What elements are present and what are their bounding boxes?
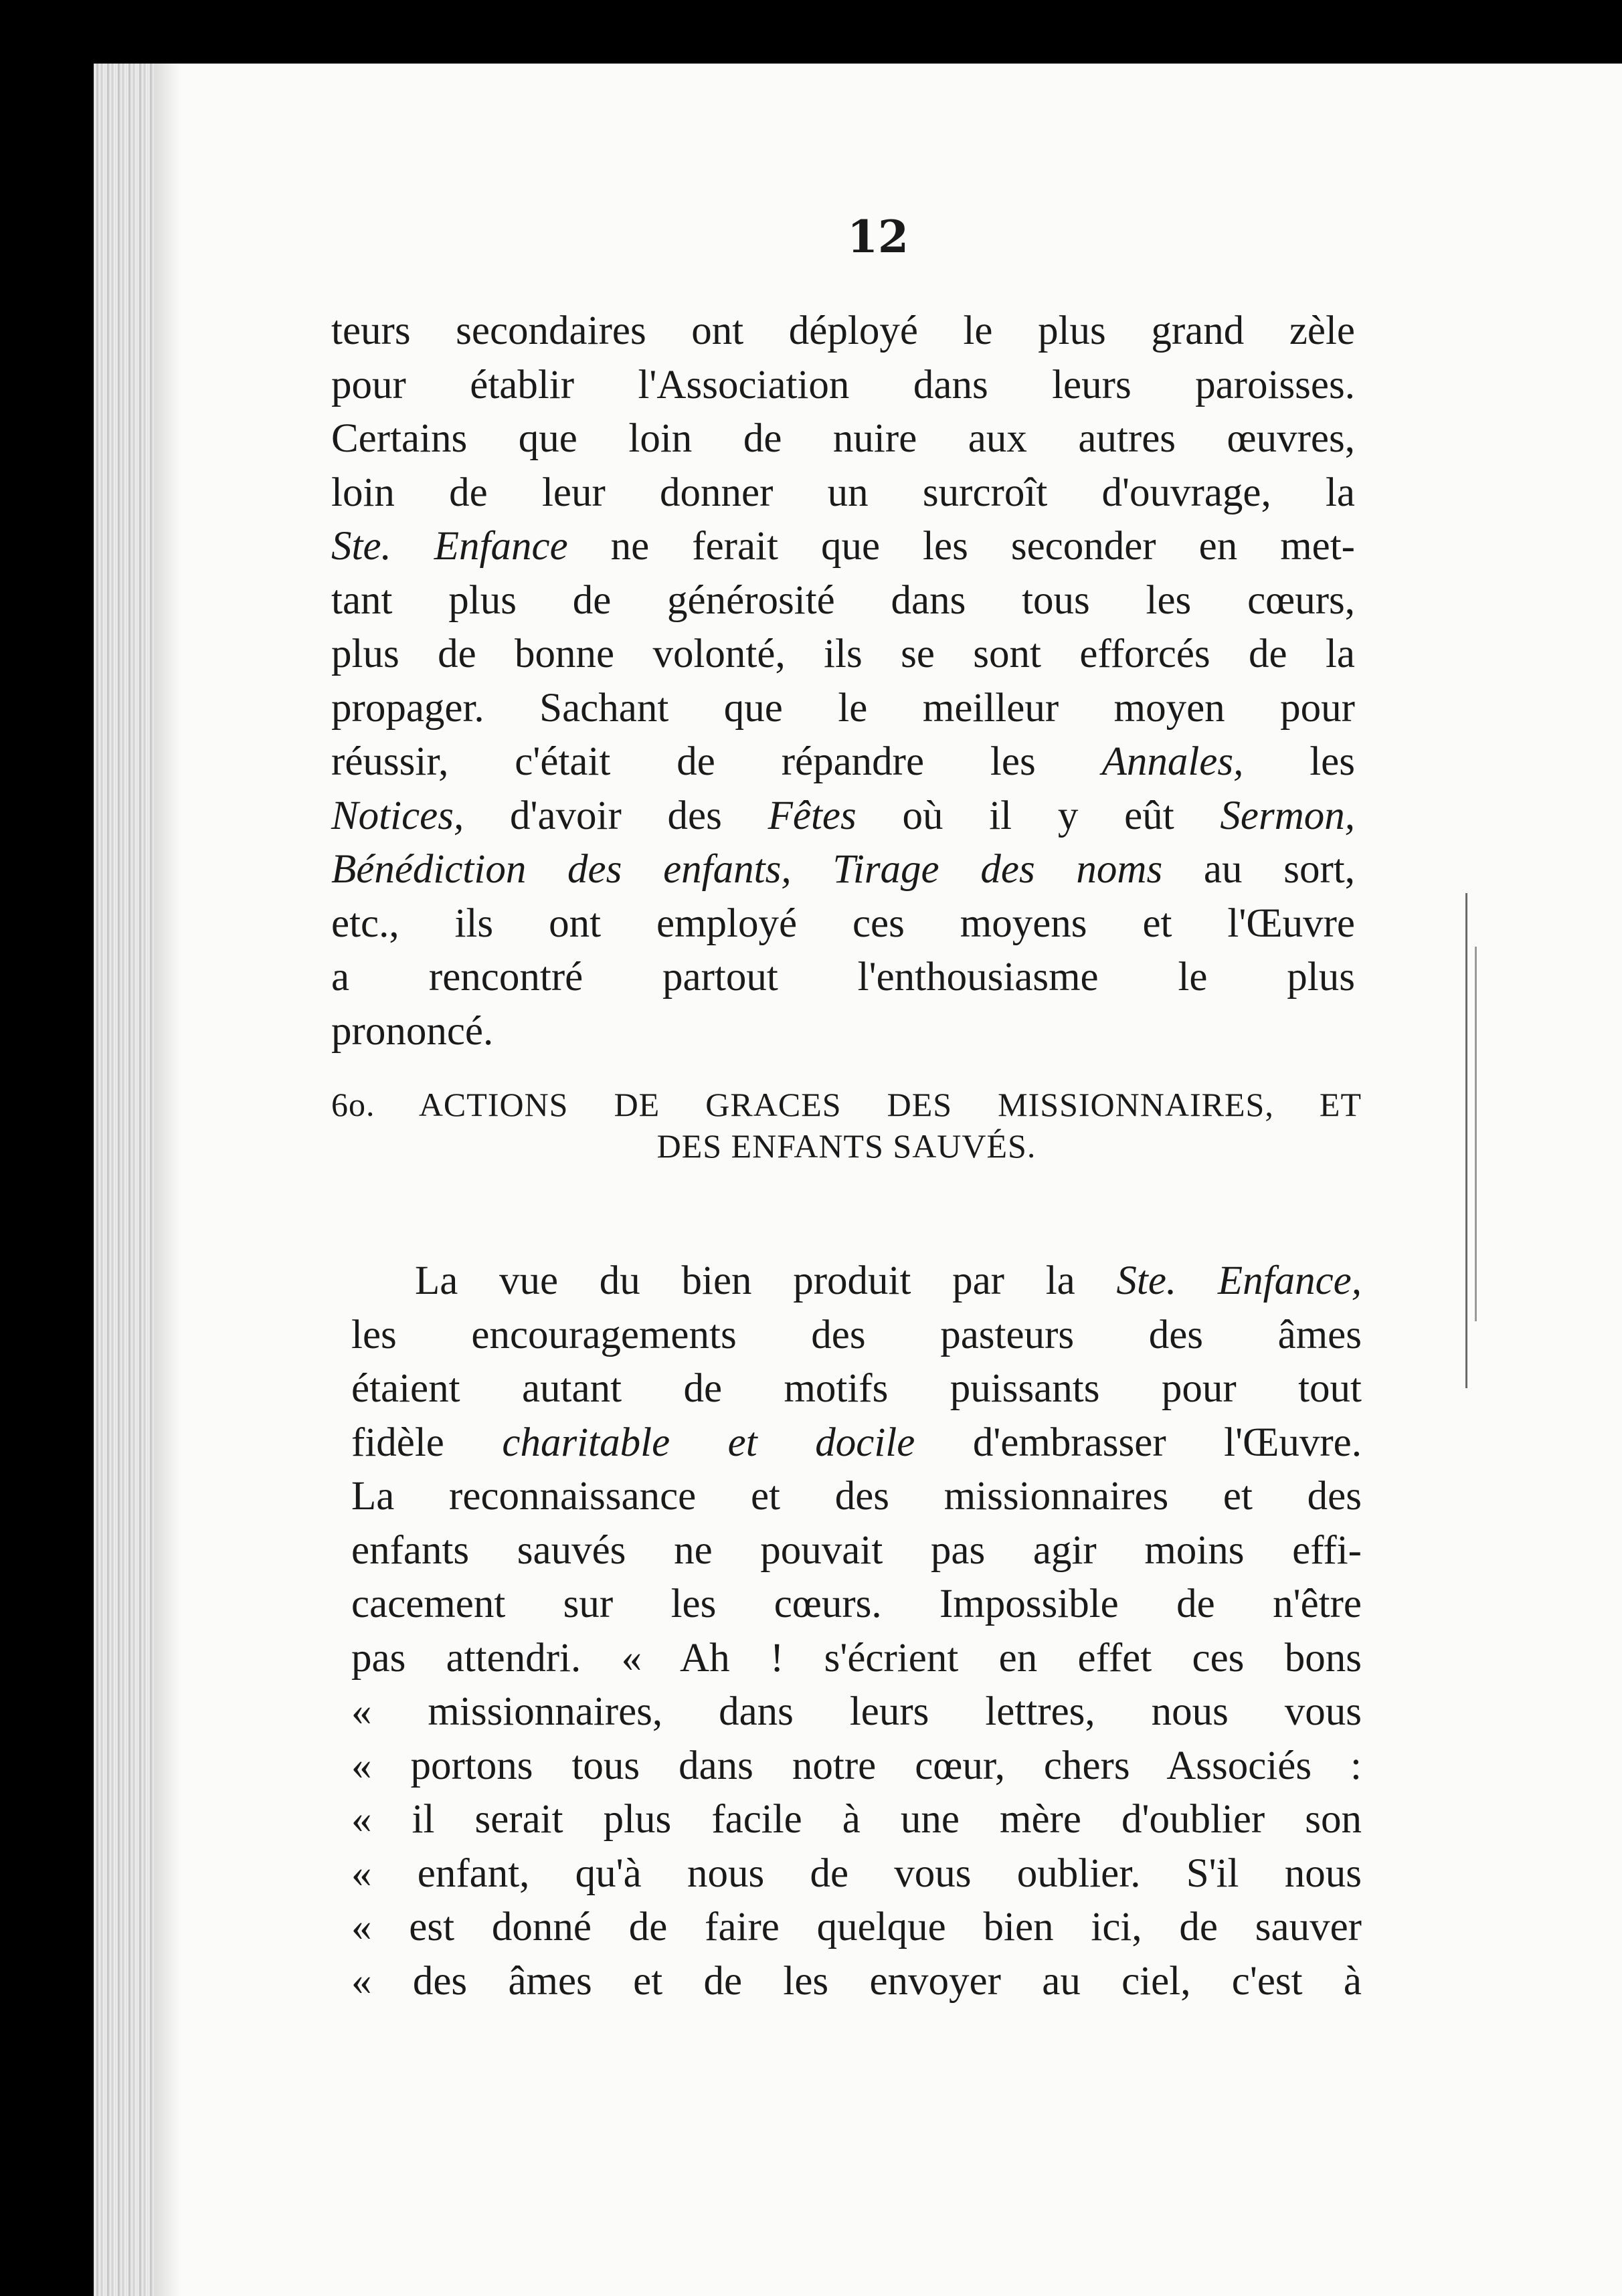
text-line: propager. Sachant que le meilleur moyen pour bbox=[331, 685, 1355, 731]
text-line: Bénédiction des enfants, Tirage des noms au sort, bbox=[331, 847, 1355, 892]
text-line: La reconnaissance et des missionnaires et des bbox=[351, 1474, 1362, 1519]
quote-line: « des âmes et de les envoyer au ciel, c'est à bbox=[351, 1958, 1362, 2004]
page-edge-marks bbox=[1452, 893, 1492, 1388]
page-number: 12 bbox=[847, 211, 909, 263]
text-line: tant plus de générosité dans tous les cœurs, bbox=[331, 577, 1355, 623]
italic-title: Bénédiction des enfants, bbox=[331, 847, 792, 892]
text-line: a rencontré partout l'enthousiasme le plus bbox=[331, 955, 1355, 999]
paragraph-2 bbox=[351, 1254, 1362, 2008]
text-line: cacement sur les cœurs. Impossible de n'être bbox=[351, 1582, 1362, 1626]
text-line: fidèle charitable et docile d'embrasser l'Œuvre. bbox=[351, 1420, 1362, 1465]
paragraph-1 bbox=[331, 304, 1355, 1058]
quote-line: « portons tous dans notre cœur, chers Associés : bbox=[351, 1743, 1362, 1788]
text-line: Notices, d'avoir des Fêtes où il y eût Sermon, bbox=[331, 793, 1356, 838]
italic-title: Fêtes bbox=[768, 793, 857, 838]
quote-line: « il serait plus facile à une mère d'oublier son bbox=[351, 1797, 1362, 1842]
text-line: teurs secondaires ont déployé le plus grand zèle bbox=[331, 308, 1355, 353]
italic-title: Annales, bbox=[1101, 739, 1244, 784]
heading-line-1: 6o. ACTIONS DE GRACES DES MISSIONNAIRES, ET bbox=[331, 1086, 1362, 1123]
text-line: réussir, c'était de répandre les Annales, les bbox=[331, 739, 1355, 784]
text-line: enfants sauvés ne pouvait pas agir moins effi- bbox=[351, 1527, 1362, 1573]
quote-line: « est donné de faire quelque bien ici, de sauver bbox=[351, 1905, 1362, 1949]
italic-phrase: charitable et docile bbox=[502, 1420, 915, 1465]
text-line: étaient autant de motifs puissants pour tout bbox=[351, 1366, 1362, 1411]
text-line: pas attendri. « Ah ! s'écrient en effet ces bons bbox=[351, 1635, 1362, 1681]
italic-title: Sermon, bbox=[1220, 793, 1356, 838]
text-line: pour établir l'Association dans leurs paroisses. bbox=[331, 362, 1355, 407]
text-line: etc., ils ont employé ces moyens et l'Œuvre bbox=[331, 900, 1355, 946]
book-page bbox=[94, 64, 1622, 2296]
italic-title: Notices, bbox=[331, 793, 464, 838]
italic-title: Tirage des noms bbox=[832, 847, 1163, 892]
text-line: loin de leur donner un surcroît d'ouvrage, la bbox=[331, 470, 1355, 515]
book-spine bbox=[94, 64, 154, 2296]
text-line: plus de bonne volonté, ils se sont efforcés de la bbox=[331, 632, 1355, 676]
quote-line: « missionnaires, dans leurs lettres, nous vous bbox=[351, 1689, 1362, 1734]
quote-line: « enfant, qu'à nous de vous oublier. S'il nous bbox=[351, 1850, 1362, 1896]
spine-shadow bbox=[154, 64, 181, 2296]
text-line: prononcé. bbox=[331, 1008, 494, 1054]
text-line: Ste. Enfance ne ferait que les seconder en met- bbox=[331, 524, 1355, 569]
italic-title: Ste. Enfance bbox=[331, 524, 568, 569]
section-heading bbox=[331, 1084, 1362, 1167]
text-line: Certains que loin de nuire aux autres œuvres, bbox=[331, 416, 1355, 461]
text-line: La vue du bien produit par la Ste. Enfance, bbox=[415, 1258, 1362, 1303]
text-line: les encouragements des pasteurs des âmes bbox=[351, 1312, 1362, 1357]
italic-title: Ste. Enfance, bbox=[1116, 1258, 1362, 1303]
heading-line-2: DES ENFANTS SAUVÉS. bbox=[656, 1127, 1037, 1165]
